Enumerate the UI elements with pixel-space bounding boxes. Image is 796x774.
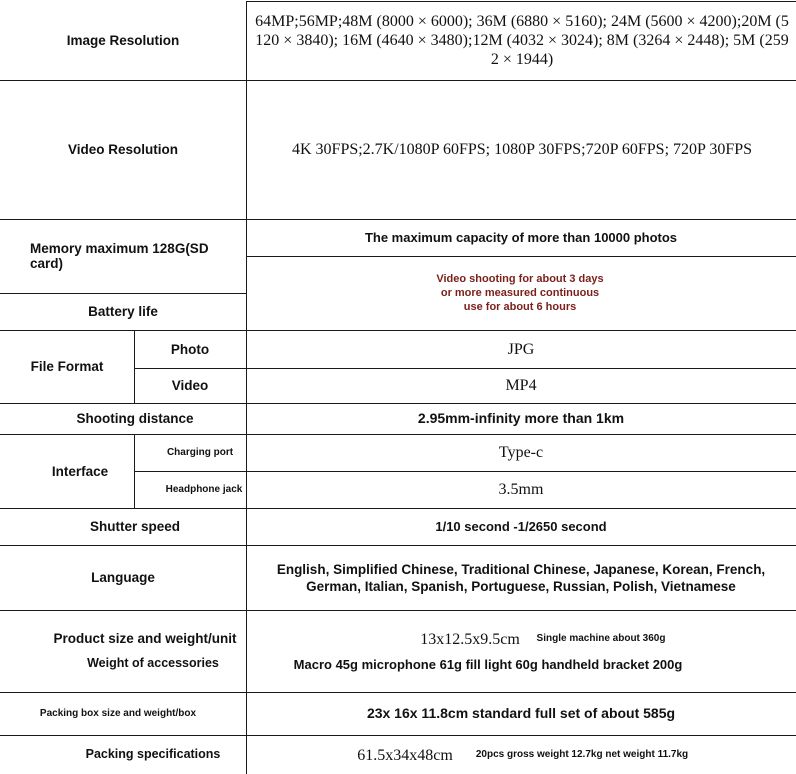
row-divider bbox=[0, 610, 796, 611]
accessories-value: Macro 45g microphone 61g fill light 60g handheld bracket 200g bbox=[293, 656, 683, 672]
language-value: English, Simplified Chinese, Traditional Chinese, Japanese, Korean, French, German, Italian, Spanish, Portuguese, Russian, Polish, Vietnamese bbox=[276, 561, 766, 594]
battery-value: Video shooting for about 3 days or more measured continuous use for about 6 hours bbox=[436, 273, 604, 313]
shooting-distance-label: Shooting distance bbox=[76, 411, 194, 426]
charging-port-value: Type-c bbox=[498, 444, 544, 461]
video-resolution-label: Video Resolution bbox=[67, 142, 178, 157]
packing-box-label: Packing box size and weight/box bbox=[39, 708, 197, 719]
accessories-label: Weight of accessories bbox=[87, 656, 219, 670]
shutter-speed-label: Shutter speed bbox=[89, 519, 181, 534]
video-format-label: Video bbox=[171, 378, 209, 393]
shutter-speed-value: 1/10 second -1/2650 second bbox=[435, 519, 607, 534]
photo-value: JPG bbox=[507, 340, 535, 358]
packing-specs-value: 61.5x34x48cm bbox=[357, 746, 453, 764]
photo-label: Photo bbox=[170, 341, 210, 357]
image-resolution-value: 64MP;56MP;48M (8000 × 6000); 36M (6880 × 5160); 24M (5600 × 4200);20M (5120 × 3840); 16M (4640 × 3480);12M (4032 × 3024); 8M (3264 × 2448); 5M (2592 × 1944) bbox=[255, 13, 789, 68]
battery-label: Battery life bbox=[88, 304, 158, 319]
packing-specs-note: 20pcs gross weight 12.7kg net weight 11.7kg bbox=[475, 748, 689, 760]
product-weight-note: Single machine about 360g bbox=[536, 632, 666, 644]
charging-port-label: Charging port bbox=[166, 447, 234, 458]
packing-specs-label: Packing specifications bbox=[85, 746, 221, 761]
headphone-jack-value: 3.5mm bbox=[498, 481, 544, 498]
row-divider bbox=[246, 256, 796, 257]
headphone-jack-label: Headphone jack bbox=[165, 484, 243, 495]
memory-value: The maximum capacity of more than 10000 photos bbox=[364, 230, 678, 245]
file-format-label: File Format bbox=[30, 359, 104, 374]
memory-label: Memory maximum 128G(SD card) bbox=[30, 241, 209, 271]
interface-label: Interface bbox=[51, 463, 109, 479]
product-size-label: Product size and weight/unit bbox=[53, 630, 237, 646]
video-format-value: MP4 bbox=[505, 377, 537, 394]
shooting-distance-value: 2.95mm-infinity more than 1km bbox=[417, 410, 625, 426]
product-size-value: 13x12.5x9.5cm bbox=[420, 630, 520, 648]
language-label: Language bbox=[91, 570, 155, 585]
packing-box-value: 23x 16x 11.8cm standard full set of about 585g bbox=[366, 705, 676, 721]
image-resolution-label: Image Resolution bbox=[66, 33, 180, 48]
video-resolution-value: 4K 30FPS;2.7K/1080P 60FPS; 1080P 30FPS;720P 60FPS; 720P 30FPS bbox=[291, 141, 753, 158]
